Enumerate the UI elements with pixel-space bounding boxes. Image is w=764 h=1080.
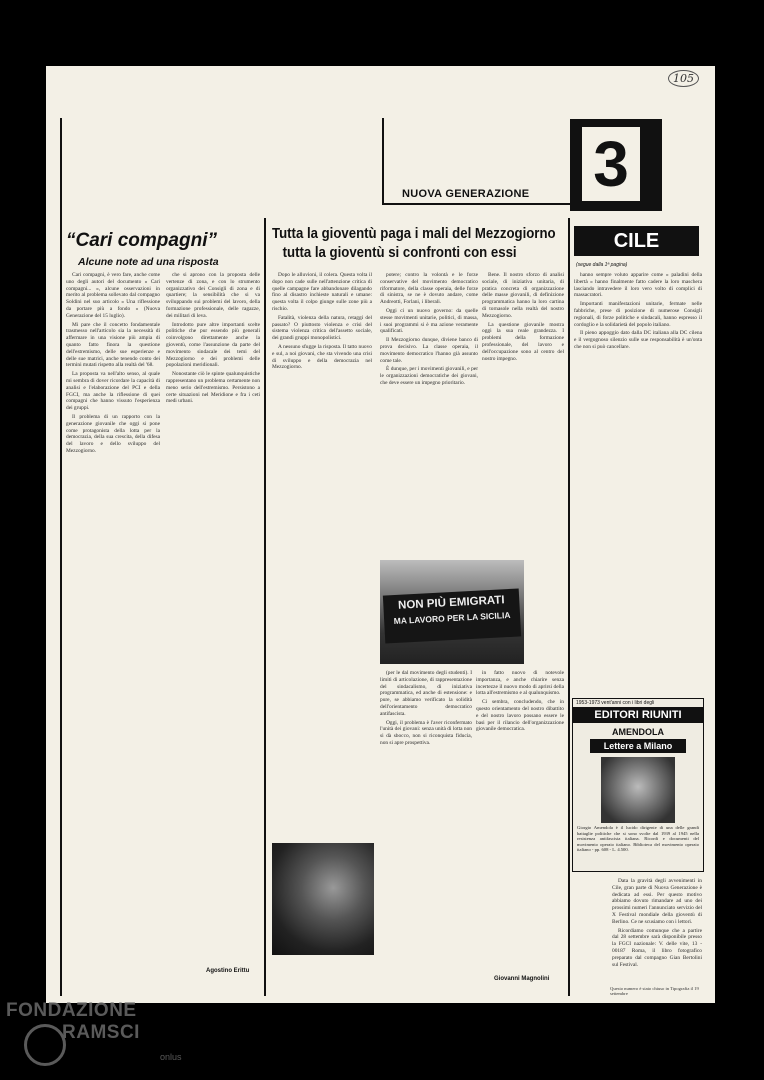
book-advertisement bbox=[572, 698, 704, 872]
banner-line1: NON PIÙ EMIGRATI bbox=[397, 594, 505, 612]
ad-publisher: EDITORI RIUNITI bbox=[573, 707, 703, 723]
cile-title: CILE bbox=[574, 226, 699, 256]
paragraph: Cari compagni, è vero fare, anche come uno degli autori del documento « Cari compagni... », alcune osservazioni in merito al problema sollevato dal compagno Soldini nel suo articolo « Una riflessione da portare più a fondo » (Nuova Generazione del 15 luglio). bbox=[66, 272, 160, 319]
ad-top-line: 1953-1973 vent'anni con i libri degli bbox=[576, 700, 655, 706]
paragraph: Fatalità, violenza della natura, retaggi del passato? O piuttosto violenza e crisi del sistema violenza critica dell'assetto sociale, dei grandi gruppi monopolistici. bbox=[272, 314, 372, 342]
center-lower-col2 bbox=[476, 670, 564, 970]
paragraph: Il problema di un rapporto con la generazione giovanile che oggi si pone come protagonista della lotta per la democrazia, della sua crescita, della difesa del lavoro e dello sviluppo del Mezzogiorno. bbox=[66, 413, 160, 454]
author-photo bbox=[601, 757, 675, 823]
printing-note: Questo numero è stato chiuso in Tipografia il 19 settembre bbox=[610, 986, 699, 996]
ad-caption: Giorgio Amendola è il lucido dirigente di una delle grandi battaglie politiche che si sono svolte dal 1939 al 1945 nella resistenza antifascista italiana. Ricordi e documenti del movimento operaio italiano. Biblioteca del movimento operaio italiano - pp. 608 - L. 4.500. bbox=[577, 825, 699, 853]
paragraph: Introdotto pure altre importanti scelte politiche che pur essendo più generali coinvolgono direttamente anche la gioventù, come l'assunzione da parte del movimento sindacale dei temi del Mezzogiorno e dei problemi delle popolazioni meridionali. bbox=[166, 321, 260, 369]
center-headline bbox=[272, 224, 556, 262]
center-article-signature: Giovanni Magnolini bbox=[494, 976, 550, 982]
paragraph: Data la gravità degli avvenimenti in Cile, gran parte di Nuova Generazione è dedicata ad essi. Per questo motivo abbiamo dovuto rimandare ad uno dei prossimi numeri l'annunciato servizio del X Festival mondiale della gioventù di Berlino. Ce ne scusiamo con i lettori. bbox=[612, 878, 702, 925]
paragraph: che si aprono con la proposta delle vertenze di zona, e con lo strumento organizzativo dei Consigli di zona e di quartiere; la sensibilità che si va sviluppando sui problemi del lavoro, della formazione professionale, delle ragazze, dei militari di leva. bbox=[166, 272, 260, 319]
paragraph: in fatto nuovo di notevole importanza, e anche chiarire senza incertezze il nuovo modo di aprirsi della lotta all'estremismo e al qualunquismo. bbox=[476, 670, 564, 697]
watermark-line2: RAMSCI bbox=[62, 1022, 140, 1043]
paragraph: Oggi ci un nuovo governo: da quelle stesse movimenti unitarie, politici, di massa, i suoi programmi si è ma azione veramente qualificati. bbox=[380, 307, 478, 335]
watermark-g-logo-icon bbox=[24, 1024, 66, 1066]
center-lower-col1 bbox=[380, 670, 472, 990]
section-number-box bbox=[570, 119, 662, 211]
column-rule-left bbox=[264, 218, 266, 996]
paragraph: Oggi, il problema è l'aver riconfermato l'unità dei giovani: senza unità di lotta non si dà sbocco, non si riconquista fiducia, non si apre prospettiva. bbox=[380, 719, 472, 746]
paragraph: Ricordiamo comunque che a partire dal 28 settembre sarà disponibile presso la FGCI nazionale: V. delle vite, 13 - 00187 Roma, il libro fotografico preparato dal compagno Gian Bertolini sul Festival. bbox=[612, 927, 702, 968]
left-article-col2 bbox=[166, 272, 260, 962]
center-article-col1 bbox=[272, 272, 372, 834]
paragraph: Dopo le alluvioni, il colera. Questa volta il dopo non cade sulle nell'attenzione critica di quelle campagne fare abbandonare dilagando fino al disastro inchieste naturali e umane: questa volta il colpo giunge sulle zone più a rischio. bbox=[272, 272, 372, 312]
left-article-col1 bbox=[66, 272, 160, 984]
paragraph: Bene. Il nostro sforzo di analisi sociale, di iniziativa unitaria, di pratica concreta di organizzazione delle masse giovanili, di definizione programmatica hanno la loro cartina di tornasole nella realtà del nostro Mezzogiorno. bbox=[482, 272, 564, 319]
left-frame-rule bbox=[60, 118, 62, 996]
left-article-subtitle: Alcune note ad una risposta bbox=[78, 256, 219, 268]
masthead-left-rule bbox=[382, 118, 384, 204]
masthead-underline bbox=[382, 203, 570, 205]
paragraph: Il pieno appoggio dato dalla DC italiana alla DC cilena e il vergognoso silenzio sulle sue responsabilità è un'onta che non si può cancellare. bbox=[574, 330, 702, 350]
paragraph: La proposta va nell'alto senso, al quale mi sembra di dover ricordare la capacità di analisi e l'elaborazione del PCI e della FGCI, ma anche la riflessione di quei compagni che hanno vissuto l'esperienza dei gruppi. bbox=[66, 371, 160, 412]
handwritten-page-number: 105 bbox=[668, 70, 699, 87]
headline-line1: Tutta la gioventù paga i mali del Mezzogiorno bbox=[272, 225, 556, 242]
portrait-photo bbox=[272, 843, 374, 955]
continued-note: (segue dalla 1ª pagina) bbox=[576, 262, 628, 268]
ad-book-title: Lettere a Milano bbox=[590, 739, 686, 753]
paragraph: hanno sempre voluto apparire come « paladini della libertà » hanno finalmente fatto cadere la loro maschera lasciando intravedere il loro vero volto di complici di massacratori. bbox=[574, 272, 702, 299]
paragraph: (per le dal movimento degli studenti). I limiti di articolazione, di rappresentazione del sindacalismo, di iniziativa programmatica, ed anche di estensione: e pure, se abbiamo verificato la solidità dell'orientamento democratico antifascista. bbox=[380, 670, 472, 717]
paragraph: Importanti manifestazioni unitarie, fermate nelle fabbriche, prese di posizione di numerose Consigli regionali, di forze politiche e sindacali, hanno espresso il cordoglio e la solidarietà del popolo italiano. bbox=[574, 301, 702, 328]
ad-author: AMENDOLA bbox=[612, 727, 664, 737]
column-rule-right bbox=[568, 218, 570, 996]
paragraph: La questione giovanile mostra oggi la sua reale grandezza. I problemi della formazione professionale, del lavoro e dell'occupazione sono al centro del nostro impegno. bbox=[482, 321, 564, 362]
banner-line2: MA LAVORO PER LA SICILIA bbox=[393, 609, 511, 627]
paragraph: Il Mezzogiorno dunque, diviene banco di prova decisivo. La classe operaia, il movimento democratico l'hanno già assunto come tale. bbox=[380, 337, 478, 364]
masthead-title: NUOVA GENERAZIONE bbox=[402, 188, 530, 200]
left-article-title: “Cari compagni” bbox=[66, 230, 217, 251]
paragraph: Nonostante ciò le spinte qualunquistiche rappresentano un problema certamente non meno serio dell'estremismo. Persistono a certe situazioni nel Meridione e fra i ceti medi urbani. bbox=[166, 371, 260, 405]
newspaper-page bbox=[46, 66, 715, 1003]
protest-photo bbox=[380, 560, 524, 664]
watermark-suffix: onlus bbox=[160, 1052, 182, 1062]
center-article-col2 bbox=[380, 272, 478, 554]
headline-line2: tutta la gioventù si confronti con essi bbox=[282, 244, 517, 261]
paragraph: È dunque, per i movimenti giovanili, e per le organizzazioni democratiche dei giovani, che deve essere un impegno prioritario. bbox=[380, 366, 478, 386]
section-number: 3 bbox=[582, 127, 640, 201]
paragraph: potere; contro la volontà e le forze conservative del movimento democratico riformatore, della classe operaia, delle forze di sinistra, se ne è dovuto andare, come Andreotti, Forlani, i liberali. bbox=[380, 272, 478, 306]
watermark-line1: FONDAZIONE bbox=[6, 1000, 137, 1021]
protest-banner bbox=[383, 588, 521, 643]
paragraph: Mi pare che il concetto fondamentale trasmesso nell'articolo sia la necessità di affermare in una visione più ampia di quanto fatto finora la questione dell'estremismo, delle sue esperienze e delle sue matrici, anche tenendo conto dei termini mutati rispetto alla realtà del '68. bbox=[66, 321, 160, 369]
right-article-col bbox=[574, 272, 702, 690]
center-article-col3 bbox=[482, 272, 564, 554]
paragraph: Ci sembra, concludendo, che in questo orientamento del nostro dibattito e del nostro lavoro possano essere le basi per il rilancio dell'organizzazione giovanile democratica. bbox=[476, 699, 564, 733]
left-article-signature: Agostino Erittu bbox=[206, 968, 250, 974]
right-bottom-col bbox=[612, 878, 702, 982]
paragraph: A nessuno sfugge la risposta. Il tatto nuovo e sul, a noi giovani, che sta vivendo una crisi di sviluppo e della democrazia nel Mezzogiorno. bbox=[272, 343, 372, 371]
